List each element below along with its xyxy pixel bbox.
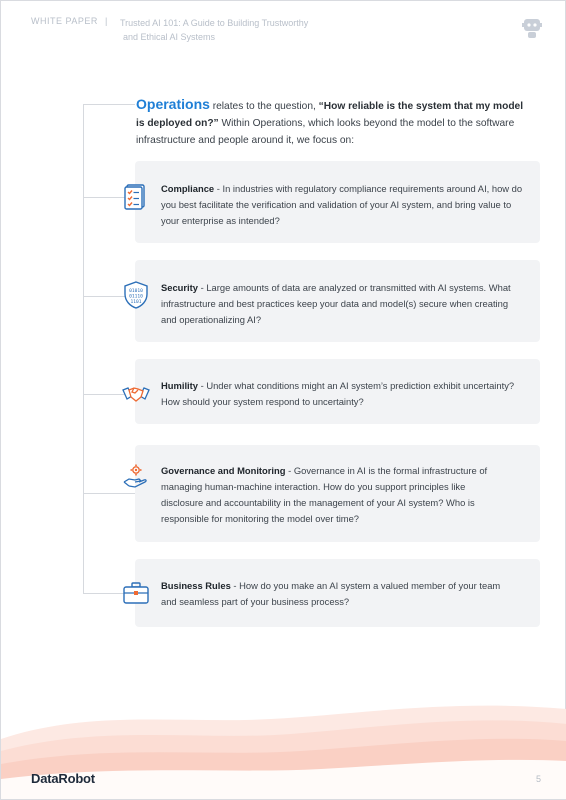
timeline-tick: [83, 104, 135, 105]
compliance-text: [161, 181, 531, 229]
security-text: [161, 280, 511, 328]
intro-text-1: relates to the question,: [209, 101, 319, 112]
page-header: [31, 16, 545, 56]
business-rules-body: - How do you make an AI system a valued member of your team and seamless part of your business process?: [161, 580, 501, 607]
binary-line-1-text: 01010: [129, 289, 143, 294]
header-separator: |: [105, 16, 108, 26]
timeline-line: [83, 104, 84, 593]
security-body: - Large amounts of data are analyzed or transmitted with AI systems. What infrastructure and best practices keep your data and model(s) secure when creating and operationalizing AI?: [161, 282, 511, 325]
intro-question: “How reliable is the system that my model is deployed on?”: [136, 101, 524, 129]
shield-binary-icon: [121, 280, 151, 310]
document-type-label: WHITE PAPER: [31, 16, 98, 26]
governance-text: [161, 463, 506, 527]
hand-gear-icon: [121, 462, 151, 492]
business-rules-title: Business Rules: [161, 580, 231, 591]
timeline-tick: [83, 493, 135, 494]
document-title-line2: and Ethical AI Systems: [123, 32, 216, 42]
intro-text-2: Within Operations, which looks beyond the model to the software infrastructure and people around it, we focus on:: [136, 118, 515, 146]
page-number: 5: [535, 774, 541, 784]
document-title-line1: Trusted AI 101: A Guide to Building Trustworthy: [120, 18, 309, 28]
binary-line-3-text: 1101: [130, 300, 142, 305]
binary-line-2-text: 01110: [129, 294, 143, 300]
briefcase-icon: [121, 578, 151, 608]
handshake-icon: [121, 378, 151, 408]
datarobot-logo: [31, 771, 95, 786]
governance-body: - Governance in AI is the formal infrastructure of managing human-machine interaction. How do you support principles like disclosure and accountability in the management of your AI system? Who is responsible for monitoring the model over time?: [161, 465, 488, 524]
humility-text: [161, 378, 521, 410]
operations-keyword: Operations: [136, 96, 210, 112]
document-title: [120, 16, 360, 44]
intro-paragraph: [136, 96, 531, 149]
security-title: Security: [161, 282, 198, 293]
compliance-checklist-icon: [121, 181, 151, 211]
robot-icon: [521, 16, 543, 40]
logo-text-bold: Data: [31, 771, 59, 786]
humility-body: - Under what conditions might an AI system’s prediction exhibit uncertainty? How should your system respond to uncertainty?: [161, 380, 515, 407]
compliance-body: - In industries with regulatory compliance requirements around AI, how do you best facilitate the verification and validation of your AI system, and bring value to your enterprise as intended?: [161, 183, 523, 226]
governance-title: Governance and Monitoring: [161, 465, 286, 476]
compliance-title: Compliance: [161, 183, 215, 194]
logo-text-rest: Robot: [58, 771, 95, 786]
business-rules-text: [161, 578, 506, 610]
humility-title: Humility: [161, 380, 198, 391]
